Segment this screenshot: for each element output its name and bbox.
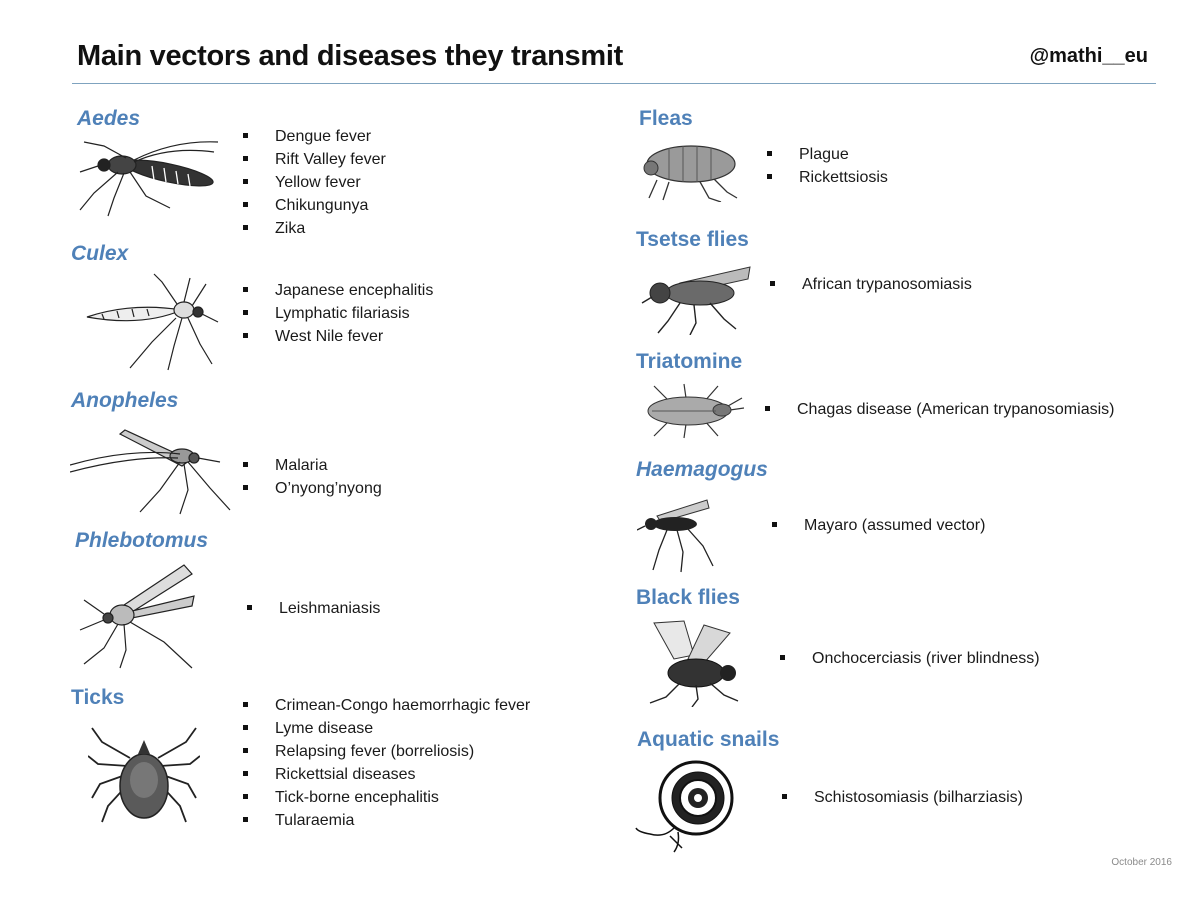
disease-item: Relapsing fever (borreliosis) xyxy=(243,740,530,763)
disease-item: Chikungunya xyxy=(243,194,386,217)
page-title: Main vectors and diseases they transmit xyxy=(77,40,623,72)
disease-item: Tick-borne encephalitis xyxy=(243,786,530,809)
black-flies-disease-list xyxy=(780,647,1040,670)
disease-item: African trypanosomiasis xyxy=(770,273,972,296)
disease-item: West Nile fever xyxy=(243,325,433,348)
disease-item: Dengue fever xyxy=(243,125,386,148)
disease-item: Malaria xyxy=(243,454,382,477)
disease-item: Rickettsiosis xyxy=(767,166,888,189)
disease-item: Japanese encephalitis xyxy=(243,279,433,302)
aedes-mosquito-icon xyxy=(74,138,224,218)
phlebotomus-disease-list xyxy=(247,597,380,620)
disease-item: Yellow fever xyxy=(243,171,386,194)
disease-item: Chagas disease (American trypanosomiasis) xyxy=(765,398,1114,421)
fleas-disease-list xyxy=(767,143,888,189)
vector-name-ticks: Ticks xyxy=(71,686,125,709)
vector-name-culex: Culex xyxy=(71,242,129,265)
black-fly-icon xyxy=(644,619,740,707)
ticks-disease-list xyxy=(243,694,530,832)
vector-name-triatomine: Triatomine xyxy=(636,350,743,373)
vector-name-aedes: Aedes xyxy=(77,107,141,130)
anopheles-disease-list xyxy=(243,454,382,500)
disease-item: O’nyong’nyong xyxy=(243,477,382,500)
vector-name-haemagogus: Haemagogus xyxy=(636,458,768,481)
vector-name-anopheles: Anopheles xyxy=(71,389,179,412)
disease-item: Lymphatic filariasis xyxy=(243,302,433,325)
tick-icon xyxy=(88,718,200,830)
disease-item: Tularaemia xyxy=(243,809,530,832)
phlebotomus-sandfly-icon xyxy=(74,560,199,670)
date-footer: October 2016 xyxy=(1111,857,1172,868)
title-divider xyxy=(72,83,1156,84)
haemagogus-mosquito-icon xyxy=(637,496,717,574)
flea-icon xyxy=(639,140,739,202)
vector-name-black-flies: Black flies xyxy=(636,586,740,609)
disease-item: Onchocerciasis (river blindness) xyxy=(780,647,1040,670)
disease-item: Rift Valley fever xyxy=(243,148,386,171)
triatomine-bug-icon xyxy=(640,382,744,440)
disease-item: Rickettsial diseases xyxy=(243,763,530,786)
disease-item: Leishmaniasis xyxy=(247,597,380,620)
anopheles-mosquito-icon xyxy=(70,420,235,515)
vector-name-phlebotomus: Phlebotomus xyxy=(75,529,209,552)
disease-item: Lyme disease xyxy=(243,717,530,740)
triatomine-disease-list xyxy=(765,398,1114,421)
snail-icon xyxy=(634,758,738,854)
vector-name-tsetse-flies: Tsetse flies xyxy=(636,228,749,251)
vector-name-fleas: Fleas xyxy=(639,107,693,130)
haemagogus-disease-list xyxy=(772,514,985,537)
aedes-disease-list xyxy=(243,125,386,240)
culex-disease-list xyxy=(243,279,433,348)
disease-item: Zika xyxy=(243,217,386,240)
tsetse-fly-icon xyxy=(640,263,752,335)
disease-item: Plague xyxy=(767,143,888,166)
disease-item: Schistosomiasis (bilharziasis) xyxy=(782,786,1023,809)
tsetse-disease-list xyxy=(770,273,972,296)
aquatic-snails-disease-list xyxy=(782,786,1023,809)
disease-item: Crimean-Congo haemorrhagic fever xyxy=(243,694,530,717)
author-handle: @mathi__eu xyxy=(1029,45,1148,67)
culex-mosquito-icon xyxy=(72,272,222,372)
disease-item: Mayaro (assumed vector) xyxy=(772,514,985,537)
vector-name-aquatic-snails: Aquatic snails xyxy=(637,728,780,751)
